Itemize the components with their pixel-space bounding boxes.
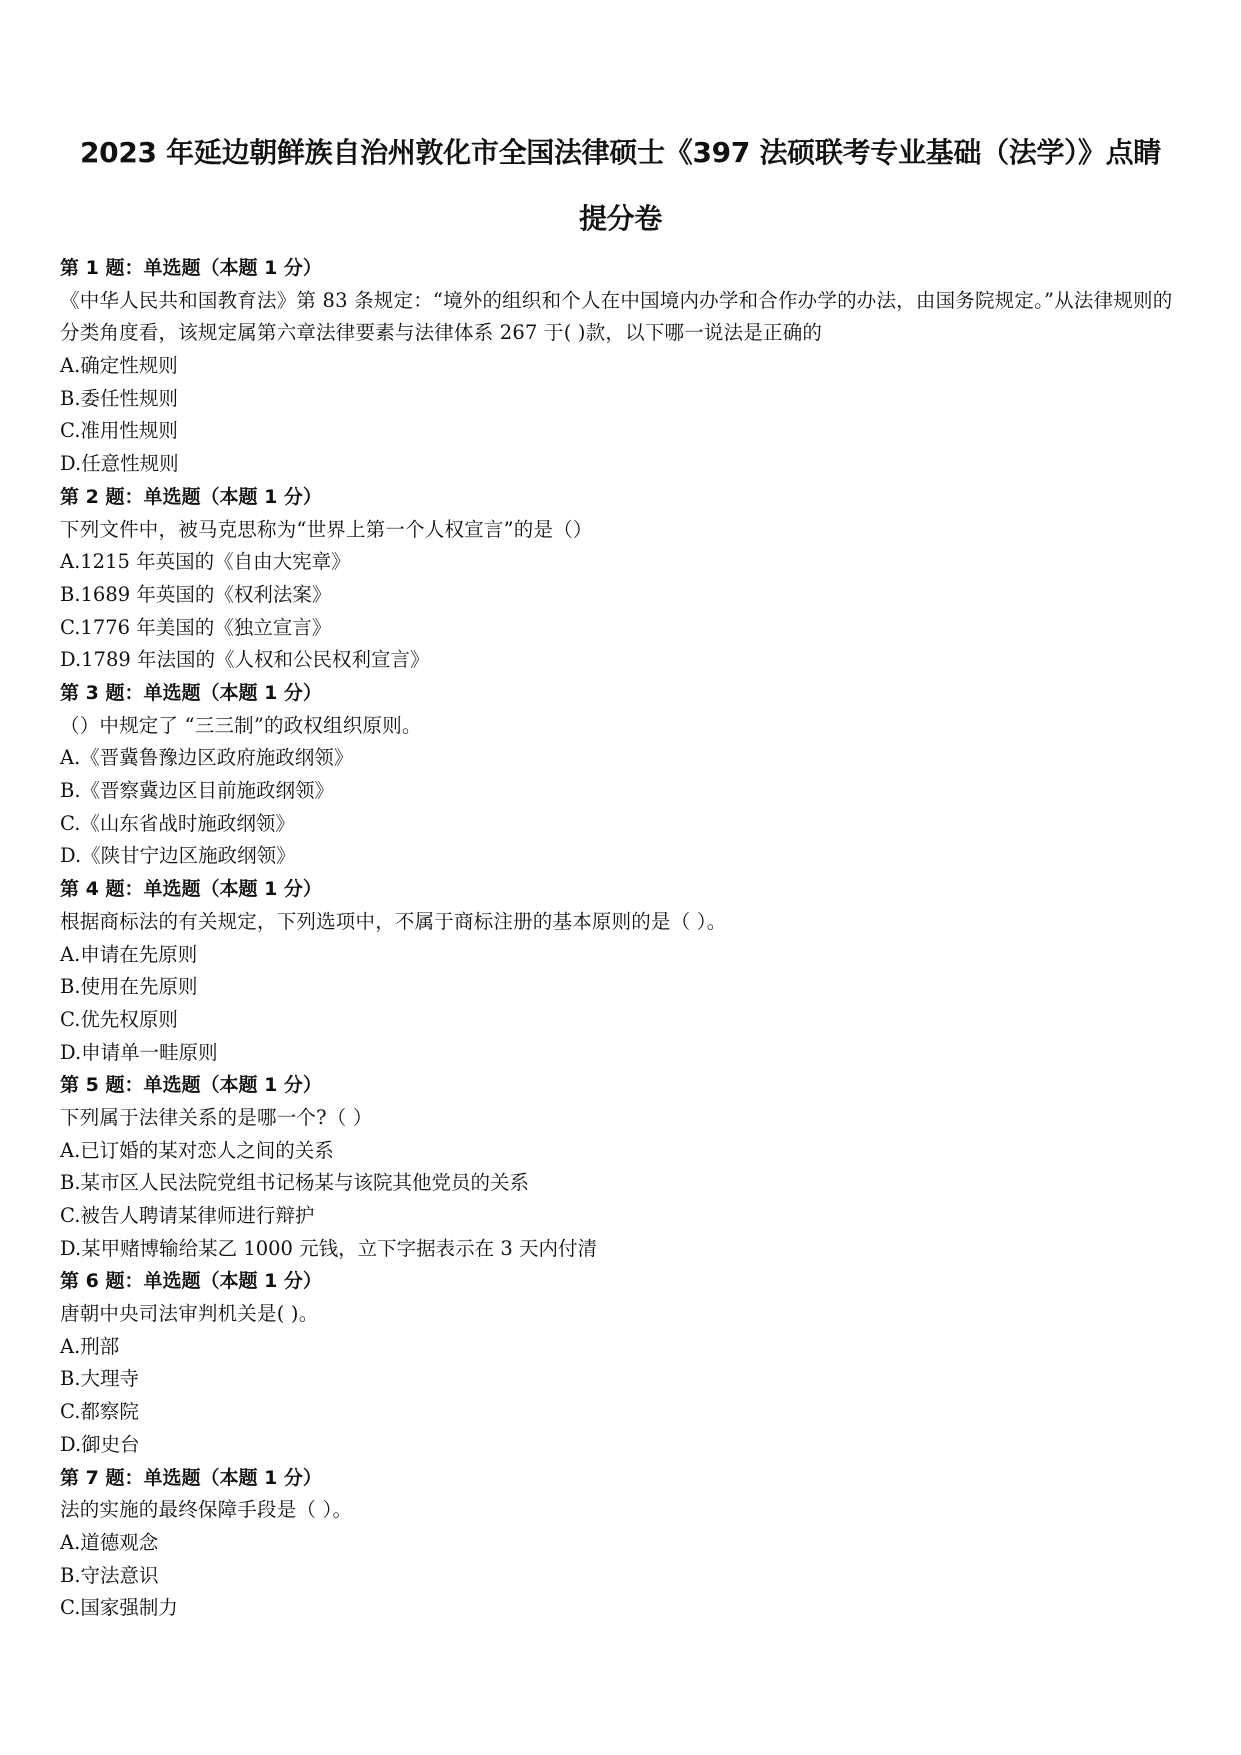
option-b: B.委任性规则 (60, 386, 179, 410)
question-stem: 下列属于法律关系的是哪一个?（ ） (60, 1105, 373, 1129)
option-b: B.1689 年英国的《权利法案》 (60, 582, 332, 606)
question-stem: （）中规定了 “三三制”的政权组织原则。 (60, 713, 422, 737)
question-stem: 下列文件中，被马克思称为“世界上第一个人权宣言”的是（） (60, 517, 593, 541)
option-d: D.申请单一畦原则 (60, 1040, 218, 1064)
document-title-line-2: 提分卷 (578, 202, 663, 235)
question-4 (60, 873, 1181, 1069)
option-a: A.已订婚的某对恋人之间的关系 (60, 1138, 334, 1162)
option-b: B.大理寺 (60, 1367, 140, 1391)
question-header: 第 5 题：单选题（本题 1 分） (60, 1074, 322, 1097)
option-d: D.《陕甘宁边区施政纲领》 (60, 844, 296, 868)
question-stem: 《中华人民共和国教育法》第 83 条规定：“境外的组织和个人在中国境内办学和合作办学的办法，由国务院规定。”从法律规则的分类角度看，该规定属第六章法律要素与法律体系 267 于( )款，以下哪一说法是正确的 (60, 288, 1173, 345)
option-d: D.任意性规则 (60, 452, 179, 476)
question-header: 第 7 题：单选题（本题 1 分） (60, 1466, 322, 1489)
question-6 (60, 1265, 1181, 1461)
option-c: C.都察院 (60, 1400, 139, 1424)
option-b: B.《晋察冀边区目前施政纲领》 (60, 779, 335, 803)
option-a: A.刑部 (60, 1334, 120, 1358)
question-stem: 法的实施的最终保障手段是（ ）。 (60, 1498, 353, 1522)
question-1 (60, 252, 1181, 481)
option-c: C.国家强制力 (60, 1596, 178, 1620)
option-b: B.某市区人民法院党组书记杨某与该院其他党员的关系 (60, 1171, 530, 1195)
option-a: A.申请在先原则 (60, 942, 198, 966)
option-c: C.准用性规则 (60, 419, 178, 443)
question-2 (60, 481, 1181, 677)
option-b: B.使用在先原则 (60, 975, 198, 999)
option-d: D.某甲赌博输给某乙 1000 元钱，立下字据表示在 3 天内付清 (60, 1236, 597, 1260)
question-header: 第 2 题：单选题（本题 1 分） (60, 485, 322, 508)
option-d: D.御史台 (60, 1432, 140, 1456)
question-header: 第 4 题：单选题（本题 1 分） (60, 878, 322, 901)
option-a: A.1215 年英国的《自由大宪章》 (60, 550, 351, 574)
question-7 (60, 1462, 1181, 1625)
option-c: C.《山东省战时施政纲领》 (60, 811, 295, 835)
question-5 (60, 1069, 1181, 1265)
question-stem: 根据商标法的有关规定，下列选项中，不属于商标注册的基本原则的是（ ）。 (60, 909, 727, 933)
document-title (54, 120, 1187, 252)
option-c: C.1776 年美国的《独立宣言》 (60, 615, 332, 639)
option-d: D.1789 年法国的《人权和公民权利宣言》 (60, 648, 430, 672)
option-a: A.《晋冀鲁豫边区政府施政纲领》 (60, 746, 354, 770)
document-page (60, 120, 1181, 1625)
option-a: A.确定性规则 (60, 354, 178, 378)
question-header: 第 1 题：单选题（本题 1 分） (60, 257, 322, 279)
question-stem: 唐朝中央司法审判机关是( )。 (60, 1302, 319, 1326)
option-c: C.被告人聘请某律师进行辩护 (60, 1204, 315, 1228)
option-b: B.守法意识 (60, 1563, 159, 1587)
document-title-line-1: 2023 年延边朝鲜族自治州敦化市全国法律硕士《397 法硕联考专业基础（法学）》点睛 (80, 136, 1161, 169)
option-a: A.道德观念 (60, 1530, 159, 1554)
question-header: 第 6 题：单选题（本题 1 分） (60, 1270, 322, 1293)
question-header: 第 3 题：单选题（本题 1 分） (60, 681, 322, 704)
question-3 (60, 677, 1181, 873)
option-c: C.优先权原则 (60, 1007, 178, 1031)
